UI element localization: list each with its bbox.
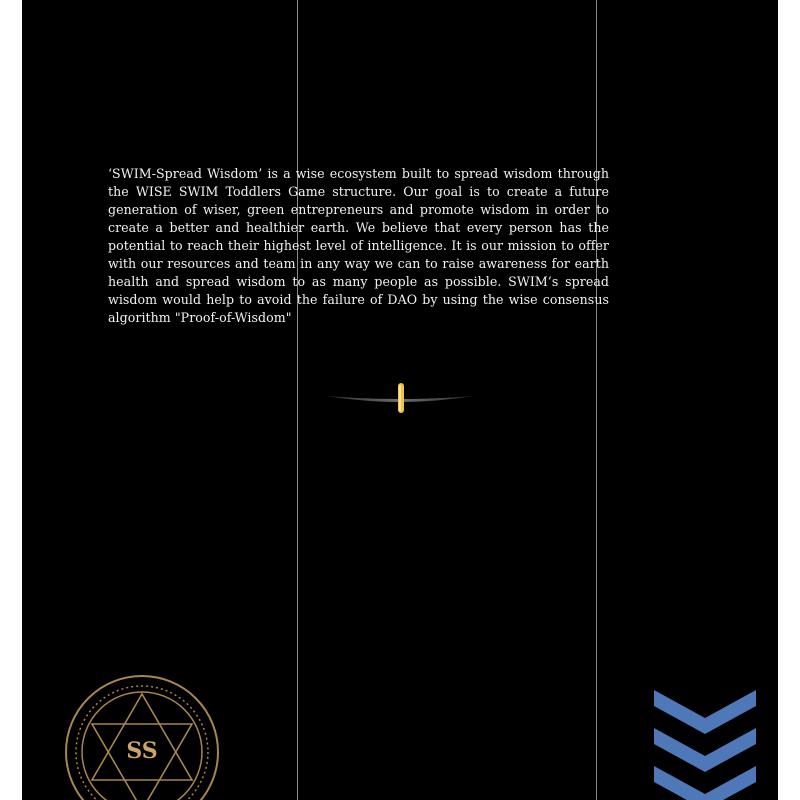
chevrons-down-icon	[654, 690, 756, 800]
document-page	[22, 0, 778, 800]
blade-icon	[325, 378, 475, 418]
mission-paragraph: ‘SWIM-Spread Wisdom’ is a wise ecosystem built to spread wisdom through the WISE SWIM Toddlers Game structure. Our goal is to create a future generation of wiser, green entrepreneurs and promote wisdom in order to create a better and healthier earth. We believe that every person has the potential to reach their highest level of intelligence. It is our mission to offer with our resources and team in any way we can to raise awareness for earth health and spread wisdom to as many people as possible. SWIM’s spread wisdom would help to avoid the failure of DAO by using the wise consensus algorithm "Proof-of-Wisdom"	[108, 165, 609, 326]
seal-monogram: SS	[126, 738, 158, 764]
hexagram-seal-icon	[62, 672, 222, 800]
vertical-divider-right	[596, 0, 597, 800]
vertical-divider-left	[297, 0, 298, 800]
